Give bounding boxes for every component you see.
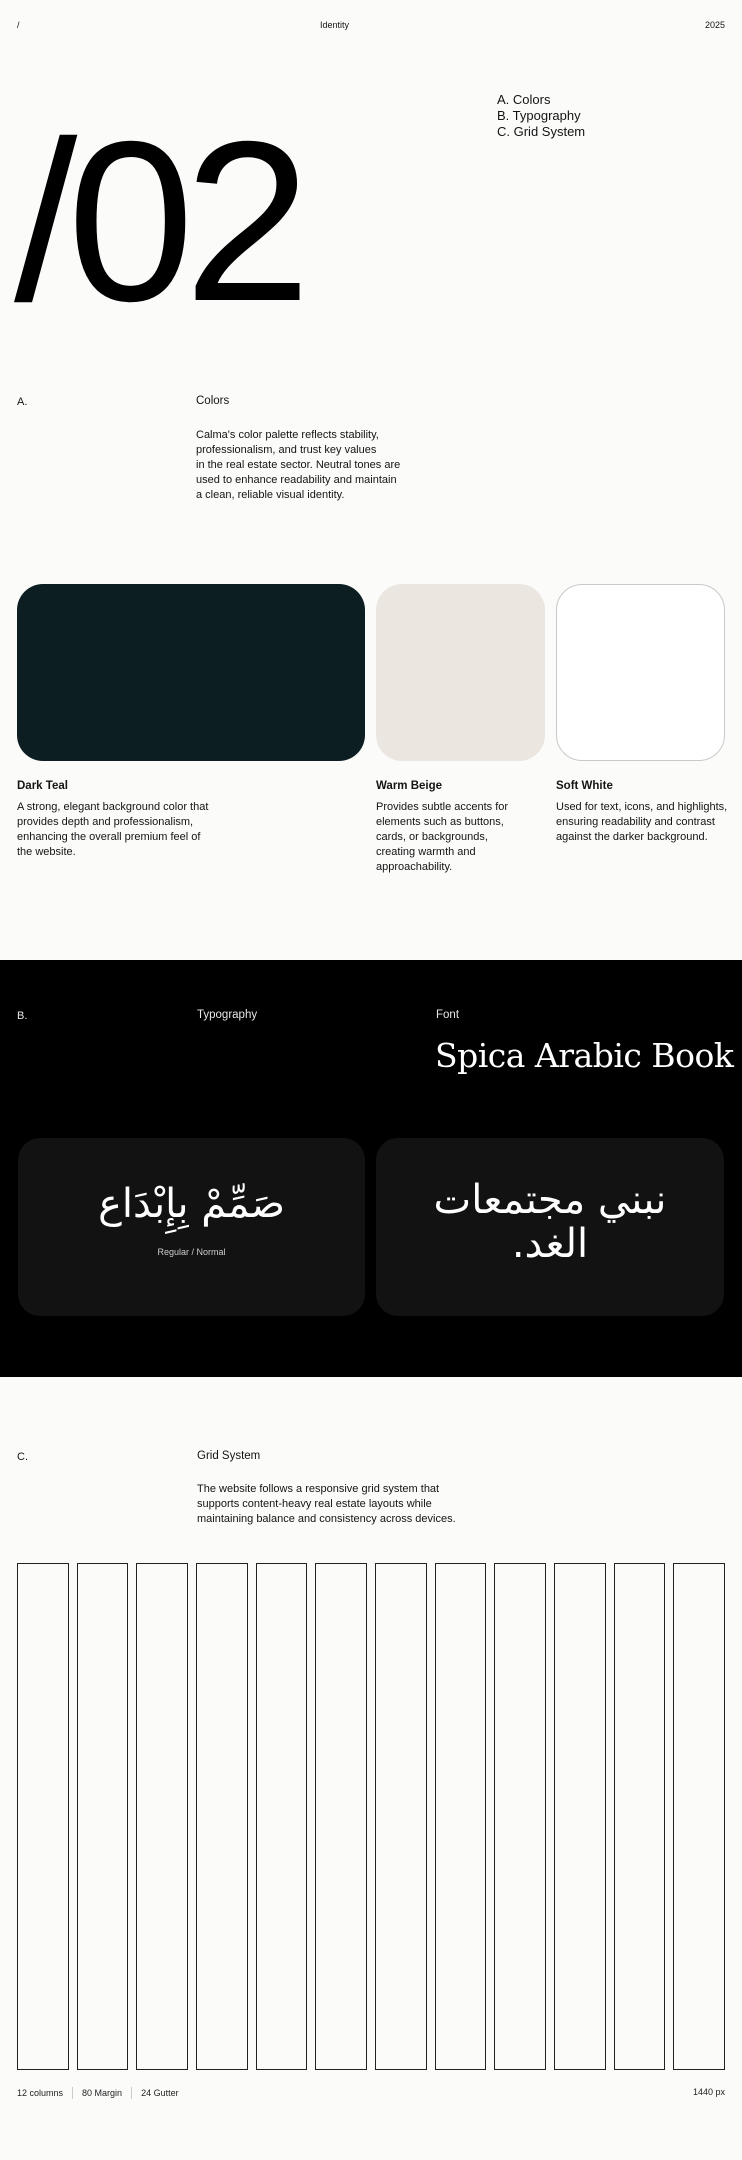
colors-description: Calma's color palette reflects stability, professionalism, and trust key values in the real estate sector. Neutral tones are used to enhance readability and maintain a clean, reliable visual identity. [196,429,401,501]
grid-column [375,1563,427,2070]
swatch-title-warm-beige: Warm Beige [376,780,443,792]
legend-width: 1440 px [692,2087,725,2097]
grid-column [196,1563,248,2070]
grid-column [673,1563,725,2070]
section-letter-a: A. [17,396,28,408]
weight-caption: Regular / Normal [157,1247,226,1257]
breadcrumb-slash: / [17,20,20,30]
swatch-title-soft-white: Soft White [556,780,613,792]
grid-column [435,1563,487,2070]
grid-legend [17,2087,179,2099]
grid-description: The website follows a responsive grid system that supports content-heavy real estate layouts while maintaining balance and consistency across devices. [197,1483,456,1525]
font-label: Font [436,1009,460,1021]
grid-column [136,1563,188,2070]
swatch-dark-teal [17,584,365,761]
legend-gutter: 24 Gutter [141,2088,179,2098]
swatch-desc-soft-white: Used for text, icons, and highlights, ensuring readability and contrast against the darker background. [556,801,728,843]
toc-item-grid-system[interactable]: C. Grid System [497,124,586,139]
section-letter-c: C. [17,1451,28,1463]
section-title-colors: Colors [196,395,230,407]
grid-column [315,1563,367,2070]
type-sample-card-headline [376,1138,724,1316]
page-title: Identity [320,20,350,30]
toc-item-colors[interactable]: A. Colors [497,92,551,107]
swatch-title-dark-teal: Dark Teal [17,780,68,792]
table-of-contents [497,92,585,140]
typography-section [0,960,742,1377]
grid-column [494,1563,546,2070]
section-number: /02 [14,95,301,349]
type-sample-card-regular [18,1138,365,1316]
grid-column [256,1563,308,2070]
swatch-soft-white [556,584,725,761]
swatch-desc-dark-teal: A strong, elegant background color that provides depth and professionalism, enhancing the overall premium feel of the website. [17,801,209,858]
grid-column [17,1563,69,2070]
grid-column [614,1563,666,2070]
grid-column [554,1563,606,2070]
legend-columns: 12 columns [17,2088,64,2098]
font-name: Spica Arabic Book [435,1036,734,1075]
year-label: 2025 [704,20,725,30]
swatch-warm-beige [376,584,545,761]
legend-divider [131,2087,132,2099]
arabic-sample-regular: صَمِّمْ بِإِبْدَاع [98,1181,285,1227]
grid-columns [17,1563,725,2070]
arabic-sample-headline: نبني مجتمعات الغد. [433,1177,667,1267]
grid-column [77,1563,129,2070]
swatch-desc-warm-beige: Provides subtle accents for elements such as buttons, cards, or backgrounds, creating warmth and approachability. [376,801,509,873]
section-title-typography: Typography [197,1009,258,1021]
legend-divider [72,2087,73,2099]
legend-margin: 80 Margin [82,2088,123,2098]
toc-item-typography[interactable]: B. Typography [497,108,581,123]
section-title-grid-system: Grid System [197,1450,261,1462]
section-letter-b: B. [17,1010,28,1022]
